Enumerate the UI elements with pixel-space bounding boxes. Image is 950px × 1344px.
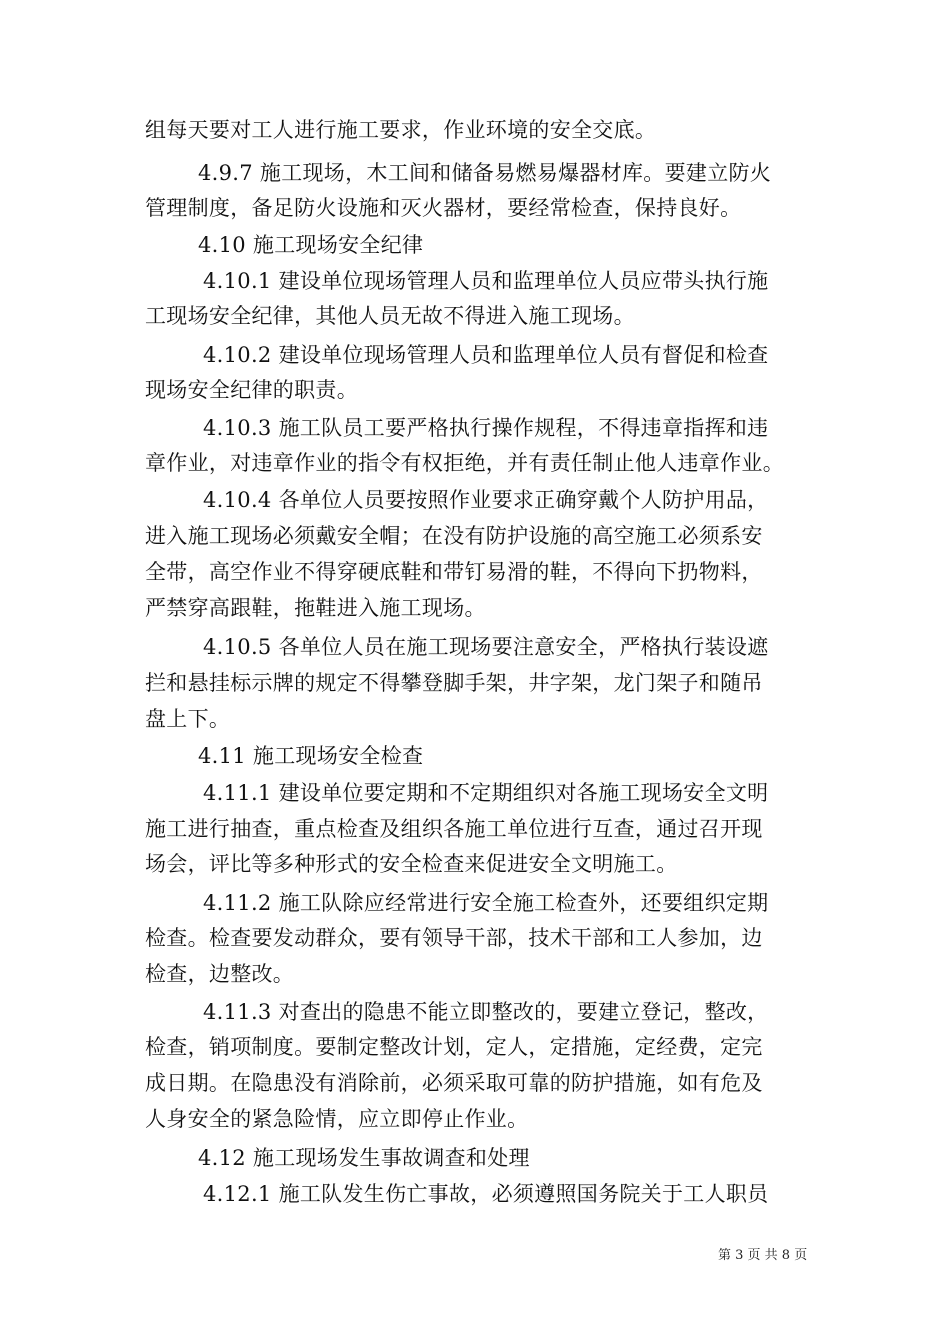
text-line: 检查，边整改。 [145, 962, 295, 986]
text-line: 场会，评比等多种形式的安全检查来促进安全文明施工。 [145, 852, 678, 876]
text-line: 组每天要对工人进行施工要求，作业环境的安全交底。 [145, 118, 657, 142]
text-line: 4.10.1 建设单位现场管理人员和监理单位人员应带头执行施 [203, 269, 769, 293]
text-line: 工现场安全纪律，其他人员无故不得进入施工现场。 [145, 304, 635, 328]
text-line: 4.11.1 建设单位要定期和不定期组织对各施工现场安全文明 [203, 781, 769, 805]
text-line: 4.12.1 施工队发生伤亡事故，必须遵照国务院关于工人职员 [203, 1182, 769, 1206]
text-line: 全带，高空作业不得穿硬底鞋和带钉易滑的鞋，不得向下扔物料， [145, 560, 763, 584]
text-line: 4.10.4 各单位人员要按照作业要求正确穿戴个人防护用品， [203, 488, 769, 512]
text-line: 4.10.2 建设单位现场管理人员和监理单位人员有督促和检查 [203, 343, 769, 367]
text-line: 检查。检查要发动群众，要有领导干部，技术干部和工人参加，边 [145, 926, 763, 950]
text-line: 4.10.5 各单位人员在施工现场要注意安全，严格执行装设遮 [203, 635, 769, 659]
text-line: 现场安全纪律的职责。 [145, 378, 358, 402]
text-line: 进入施工现场必须戴安全帽；在没有防护设施的高空施工必须系安 [145, 524, 763, 548]
text-line: 4.11.3 对查出的隐患不能立即整改的，要建立登记，整改， [203, 1000, 769, 1024]
section-heading: 4.11 施工现场安全检查 [198, 744, 424, 768]
section-heading: 4.10 施工现场安全纪律 [198, 233, 424, 257]
text-line: 4.10.3 施工队员工要严格执行操作规程，不得违章指挥和违 [203, 416, 769, 440]
text-line: 检查，销项制度。要制定整改计划，定人，定措施，定经费，定完 [145, 1035, 763, 1059]
text-line: 拦和悬挂标示牌的规定不得攀登脚手架，井字架，龙门架子和随吊 [145, 671, 763, 695]
text-line: 施工进行抽查，重点检查及组织各施工单位进行互查，通过召开现 [145, 817, 763, 841]
text-line: 严禁穿高跟鞋，拖鞋进入施工现场。 [145, 596, 486, 620]
section-heading: 4.12 施工现场发生事故调查和处理 [198, 1146, 530, 1170]
page-number: 第 3 页 共 8 页 [718, 1248, 808, 1263]
text-line: 成日期。在隐患没有消除前，必须采取可靠的防护措施，如有危及 [145, 1071, 763, 1095]
text-line: 4.9.7 施工现场，木工间和储备易燃易爆器材库。要建立防火 [198, 161, 772, 185]
text-line: 人身安全的紧急险情，应立即停止作业。 [145, 1107, 529, 1131]
text-line: 章作业，对违章作业的指令有权拒绝，并有责任制止他人违章作业。 [145, 451, 784, 475]
text-line: 4.11.2 施工队除应经常进行安全施工检查外，还要组织定期 [203, 891, 769, 915]
text-line: 管理制度，备足防火设施和灭火器材，要经常检查，保持良好。 [145, 196, 742, 220]
text-line: 盘上下。 [145, 707, 231, 731]
